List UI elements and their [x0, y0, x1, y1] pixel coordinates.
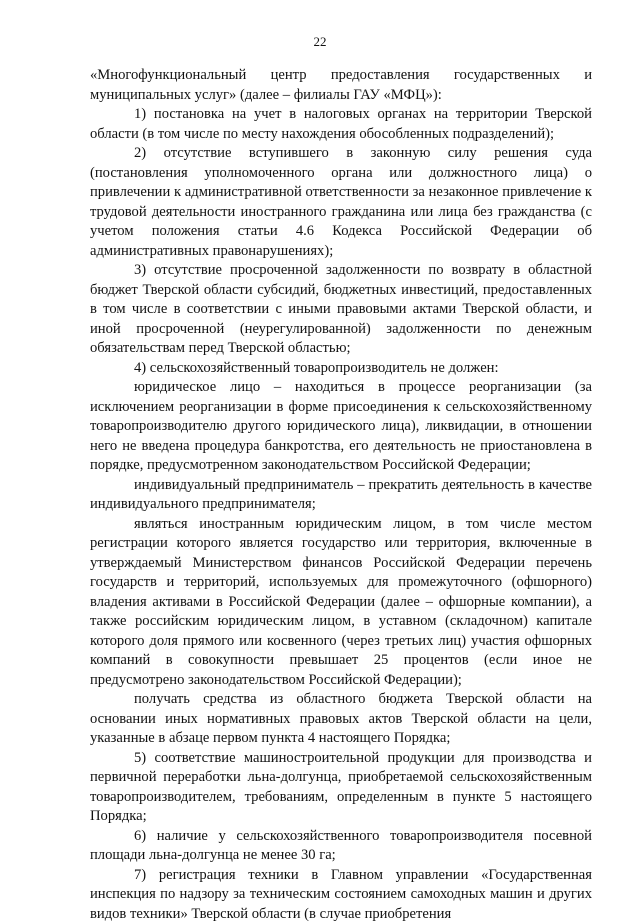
paragraph-item-4-legal-entity: юридическое лицо – находиться в процессе реорганизации (за исключением реорганизации в форме присоединения к сельскохозяйственному товаропроизводителю другого юридического лица), ликвидации, в отношении него не введена процедура банкротства, его деятельность не приостановлена в порядке, предусмотренном законодательством Российской Федерации; — [90, 378, 592, 476]
paragraph-item-6: 6) наличие у сельскохозяйственного товаропроизводителя посевной площади льна-долгунца не менее 30 га; — [90, 827, 592, 866]
paragraph-item-4: 4) сельскохозяйственный товаропроизводитель не должен: — [90, 359, 592, 379]
paragraph-item-7: 7) регистрация техники в Главном управлении «Государственная инспекция по надзору за техническим состоянием самоходных машин и других видов техники» Тверской области (в случае приобретения — [90, 866, 592, 924]
paragraph-item-1: 1) постановка на учет в налоговых органах на территории Тверской области (в том числе по месту нахождения обособленных подразделений); — [90, 105, 592, 144]
paragraph-item-5: 5) соответствие машиностроительной продукции для производства и первичной переработки льна-долгунца, приобретаемой сельскохозяйственным товаропроизводителем, требованиям, определенным в пункте 5 настоящего Порядка; — [90, 749, 592, 827]
page-number: 22 — [0, 34, 640, 50]
paragraph-intro-continuation: «Многофункциональный центр предоставления государственных и муниципальных услуг» (далее – филиалы ГАУ «МФЦ»): — [90, 66, 592, 105]
paragraph-item-2: 2) отсутствие вступившего в законную силу решения суда (постановления уполномоченного органа или должностного лица) о привлечении к административной ответственности за незаконное привлечение к трудовой деятельности иностранного гражданина или лица без гражданства (с учетом положения статьи 4.6 Кодекса Российской Федерации об административных правонарушениях); — [90, 144, 592, 261]
paragraph-item-4-other-funding: получать средства из областного бюджета Тверской области на основании иных нормативных правовых актов Тверской области на цели, указанные в абзаце первом пункта 4 настоящего Порядка; — [90, 690, 592, 749]
paragraph-item-4-foreign-entity: являться иностранным юридическим лицом, в том числе местом регистрации которого является государство или территория, включенные в утверждаемый Министерством финансов Российской Федерации перечень государств и территорий, используемых для промежуточного (офшорного) владения активами в Российской Федерации (далее – офшорные компании), а также российским юридическим лицом, в уставном (складочном) капитале которого доля прямого или косвенного (через третьих лиц) участия офшорных компаний в совокупности превышает 25 процентов (если иное не предусмотрено законодательством Российской Федерации); — [90, 515, 592, 691]
paragraph-item-4-entrepreneur: индивидуальный предприниматель – прекратить деятельность в качестве индивидуального предпринимателя; — [90, 476, 592, 515]
paragraph-item-3: 3) отсутствие просроченной задолженности по возврату в областной бюджет Тверской области субсидий, бюджетных инвестиций, предоставленных в том числе в соответствии с иными правовыми актами Тверской области, и иной просроченной (неурегулированной) задолженности по денежным обязательствам перед Тверской областью; — [90, 261, 592, 359]
document-body — [90, 66, 592, 924]
